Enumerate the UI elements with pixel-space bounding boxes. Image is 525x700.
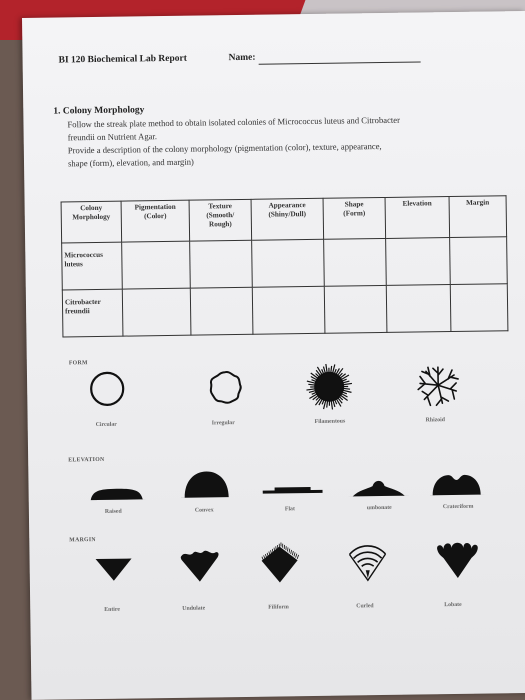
question-title: 1. Colony Morphology [53, 105, 145, 117]
convex-elevation-icon [176, 468, 236, 499]
margin-section-title: MARGIN [69, 537, 96, 544]
form-label: Circular [95, 421, 117, 429]
table-cell[interactable] [450, 284, 508, 332]
form-label: Irregular [211, 420, 235, 427]
crateriform-elevation-icon [426, 470, 486, 497]
table-cell[interactable] [324, 285, 387, 333]
lab-report-page [22, 11, 525, 700]
table-cell[interactable] [324, 238, 387, 286]
table-cell[interactable] [386, 285, 451, 333]
organism-cell: Micrococcus luteus [62, 242, 123, 290]
margin-label: Curled [356, 603, 374, 610]
umbonate-elevation-icon [346, 475, 410, 498]
flat-elevation-icon [263, 484, 323, 497]
elevation-label: Raised [104, 508, 122, 515]
form-section-title: FORM [68, 360, 88, 367]
course-title: BI 120 Biochemical Lab Report [58, 53, 187, 66]
form-label: Rhizoid [425, 417, 446, 424]
elevation-label: Convex [194, 507, 214, 514]
elevation-label: umbonate [366, 504, 392, 512]
name-line [259, 61, 421, 64]
circular-form-icon [87, 369, 128, 410]
table-cell[interactable] [190, 287, 253, 335]
table-header-cell: Colony Morphology [61, 201, 122, 243]
table-cell[interactable] [122, 241, 191, 289]
table-cell[interactable] [252, 239, 325, 287]
table-header-row [61, 196, 507, 243]
organism-cell: Citrobacter freundii [62, 289, 123, 337]
table-header-cell: Pigmentation (Color) [121, 200, 190, 242]
margin-label: Filiform [268, 604, 289, 611]
question-line: shape (form), elevation, and margin) [67, 156, 194, 169]
margin-label: Lobate [444, 601, 462, 609]
table-header-cell: Elevation [385, 197, 450, 239]
name-label: Name: [228, 52, 256, 64]
elevation-label: Flat [284, 506, 295, 513]
elevation-label: Crateriform [442, 503, 474, 511]
morphology-table [61, 195, 509, 337]
elevation-section-title: ELEVATION [68, 456, 105, 464]
table-header-cell: Texture (Smooth/ Rough) [189, 199, 252, 241]
undulate-margin-icon [177, 545, 222, 586]
table-row [62, 237, 508, 290]
rhizoid-form-icon [414, 361, 463, 410]
curled-margin-icon [345, 540, 390, 587]
table-row [62, 284, 508, 337]
table-cell[interactable] [190, 240, 253, 288]
table-header-cell: Appearance (Shiny/Dull) [251, 198, 324, 240]
table-cell[interactable] [252, 286, 325, 334]
filamentous-form-icon [306, 363, 353, 410]
entire-margin-icon [93, 548, 133, 585]
table-header-cell: Margin [449, 196, 507, 238]
raised-elevation-icon [86, 478, 146, 501]
question-text [67, 112, 508, 170]
margin-label: Entire [104, 606, 121, 613]
question-line: Provide a description of the colony morphology (pigmentation (color), texture, appearance, [67, 140, 382, 156]
lobate-margin-icon [433, 540, 482, 583]
irregular-form-icon [205, 367, 246, 408]
table-header-cell: Shape (Form) [323, 197, 386, 239]
question-line: freundii on Nutrient Agar. [67, 131, 157, 143]
table-cell[interactable] [386, 238, 451, 286]
table-cell[interactable] [450, 237, 508, 285]
form-label: Filamentous [314, 418, 346, 425]
question-line: Follow the streak plate method to obtain isolated colonies of Micrococcus luteus and Citrobacter [67, 114, 400, 130]
filiform-margin-icon [257, 542, 302, 587]
margin-label: Undulate [182, 605, 206, 612]
table-cell[interactable] [122, 288, 191, 336]
